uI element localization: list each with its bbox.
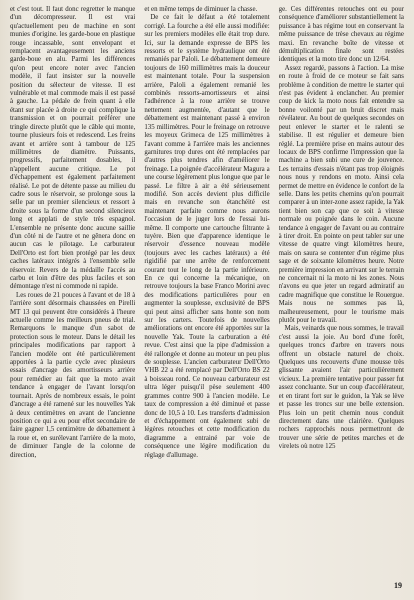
text-column-3 bbox=[279, 6, 404, 574]
page-number: 19 bbox=[394, 581, 402, 590]
paragraph: ge. Ces différentes retouches ont eu pour conséquence d'améliorer substantiellement la puissance à bas régime tout en conservant la même puissance de trèse chevaux au régime maxi. En revanche boîte de vitesse et démultiplication finale sont restées identiques et la moto tire donc un 12/64. bbox=[278, 6, 404, 64]
text-column-1 bbox=[10, 6, 135, 574]
article-body bbox=[10, 6, 404, 574]
paragraph: Assez regardé, passons à l'action. La mise en route à froid de ce moteur se fait sans problème à condition de mettre le starter qui n'est pas évident à enclancher. Au premier coup de kick la moto nous fait entendre sa bonne voilonté par un bruit discret mais révélateur. Au bout de quelques secondes on peut enlever le starter et le ralenti se stabilise. Il est régulier et demeure bien réglé. La première prise en mains autour des locaux de BPS confirme l'impression que la machine a bien subi une cure de jouvence. Les terrains d'essais n'étant pas trop éloignés nous nous y rendons en moto. Ainsi cela permet de mettre en évidence le confort de la selle. Dans les petits chemins qu'on pourrait comparer à un inter-zone assez rapide, la Yak tient bien son cap que ce soit à vitesse normale ou poignée dans le coin. Aucune tendance à engager de l'avant ou au contraire à tirer droit. En pointe on peut tabler sur une vitesse de quatre vingt kilomètres heure, mais on saura se contenter d'un régime plus sage et de soixante kilomètres heure. Notre première impression en arrivant sur le terrain ne concernait ni la moto ni les zones. Nous n'avons eu que jeter un regard admiratif au cadre magnifique que constitue le Rouergue. Mais nous ne sommes pas là, malheureusement, pour le tourisme mais plutôt pour le travail. bbox=[278, 64, 404, 325]
paragraph: De ce fait le défaut a été totalement corrigé. La fourche a été elle aussi modifiée: sur les premiers modèles elle était trop dure. Ici, sur la demande expresse de BPS les ressorts et le système hydraulique ont été remaniés par Paloli. Le débattement demeure toujours de 160 millimètres mais la douceur est maintenant totale. Pour la suspension arrière, Paloli a également remanié les combinés ressorts-amortisseurs et ainsi l'adhérence à la roue arrière se trouve nettement augmentée, d'autant que le débattement est maintenant passé à environ 135 millimètres. Pour le freinage on retrouve les moyeux Grimeca de 125 millimètres à l'avant comme à l'arrière mais les anciennes garnitures trop dures ont été remplacées par d'autres plus tendres afin d'améliorer le freinage. La poignée d'accélérateur Magura a une course légèrement plus longue que par le passé. Le filtre à air a été sérieusement modifié. Son accès devient plus difficile mais en revanche son étanchéité est maintenant parfaite comme nous aurons l'occasion de le juger lors de l'essai lui-même. Il comporte une cartouche filtrante à tuyère. Bien que d'apparence identique le réservoir d'essence nouveau modèle (toujours avec les caches latéraux) a été rigidifié par une arrête de renforcement courant tout le long de la partie inférieure. En ce qui concerne la mécanique, on retrouve toujours la base Franco Morini avec des modifications particulières pour en augmenter la souplesse, exclusivité de BPS qui peut ainsi afficher sans honte son nom sur les carters. Toutefois de nouvelles améliorations ont encore été apportées sur la nouvelle Yak. Toute la carburation a été revue. C'est ainsi que la pipe d'admission a été rallongée et donne au moteur un peu plus de souplesse. L'ancien carburateur Dell'Orto VHB 22 a été remplacé par Dell'Orto BS 22 à boisseau rond. Ce nouveau carburateur est ultra léger puisqu'il pèse seulement 400 grammes contre 900 à l'ancien modèle. Le taux de compression a été diminué et passe donc de 10,5 à 10. Les transferts d'admission et d'échappement ont également subi de légères retouches et cette modification du diagramme a entrainé par voie de conséquence une légère modification du réglage d'allumage. bbox=[144, 14, 270, 459]
paragraph: et en même temps de diminuer la chasse. bbox=[144, 6, 258, 13]
paragraph: Mais, veinards que nous sommes, le travail c'est aussi la joie. Au bord d'une forêt, quelques troncs d'arbre en travers nous offrent un obstacle naturel de choix. Quelques uns recouverts d'une mousse très glissante avaient l'air particulièrement vicieux. La première tentative pour passer fut assez concluante. Sur un coup d'accélérateur, et en tirant fort sur le guidon, la Yak se lève et passe les troncs sur une belle extension. Plus loin un petit chemin nous conduit directement dans une clairière. Quelques rochers rapprochés nous permettront de trouver une série de petites marches et de virelets où notre 125 bbox=[278, 325, 404, 451]
text-column-2 bbox=[144, 6, 269, 574]
paragraph: Les roues de 21 pouces à l'avant et de 18 à l'arrière sont désormais chaussées en Pirelli MT 13 qui peuvent être considérés à l'heure actuelle comme les meilleurs pneus de trial. Remarquons le manque d'un sabot de protection sous le moteur. Dans le détail les principales modifications par rapport à l'ancien modèle ont été particulièrement apportées à la partie cycle avec plusieurs essais d'ancrage des amortisseurs arrière pour remédier au fait que la moto avait tendance à engager de l'avant lorsqu'on tournait. Après de nombreux essais, le point d'ancrage a été ramené sur les nouvelles Yak à deux centimètres en avant de l'ancienne position ce qui a eu pour effet secondaire de faire gagner 1,5 centimètre de débattement à la roue et, en surélevant l'arrière de la moto, de diminuer l'angle de la colonne de direction, bbox=[10, 291, 136, 459]
paragraph: et c'est tout. Il faut donc regretter le manque d'un décompresseur. Il est vrai qu'actuellement peu de machine en sont munies d'origine. les garde-boue en plastique rouge incassable, sont envelopant et remplacent avantageusement les anciens garde-boue en alu. Parmi les différences qu'on peut encore noter avec l'ancien modèle, il faut insister sur la nouvelle position du sélecteur de vitesse. Il est vulnérable et mal commode mais il est passé à gauche. La pédale de frein quant à elle étant sur placée à droite ce qui complique la transmission et on pourrait préférer une tringle directe plutôt que le câble qui monte, tourne plusieurs fois et redescend. Les freins avant et arrière sont à tambour de 125 millimètres de diamètre. Puissants, progressifs, parfaitement dosables, il n'appellent aucune critique. Le pot d'échappement est également parfaitement réalisé. Le pot de détente passe au milieu du cadre sous le réservoir, se prolonge sous la selle par un premier silencieux et ressort à droite sous la forme d'un second silencieux long et applati de style très espagnol. L'ensemble ne présente donc aucune saillie d'un côté ni de l'autre et ne gênera donc en aucun cas le pilotage. Le carburateur Dell'Orto est fort bien protégé par les deux caches latéraux intégrés à l'ensemble selle réservoir. Revers de la médaille l'accès au carbu et loin d'être des plus faciles et son démontage n'est ni commode ni rapide. bbox=[10, 6, 136, 291]
